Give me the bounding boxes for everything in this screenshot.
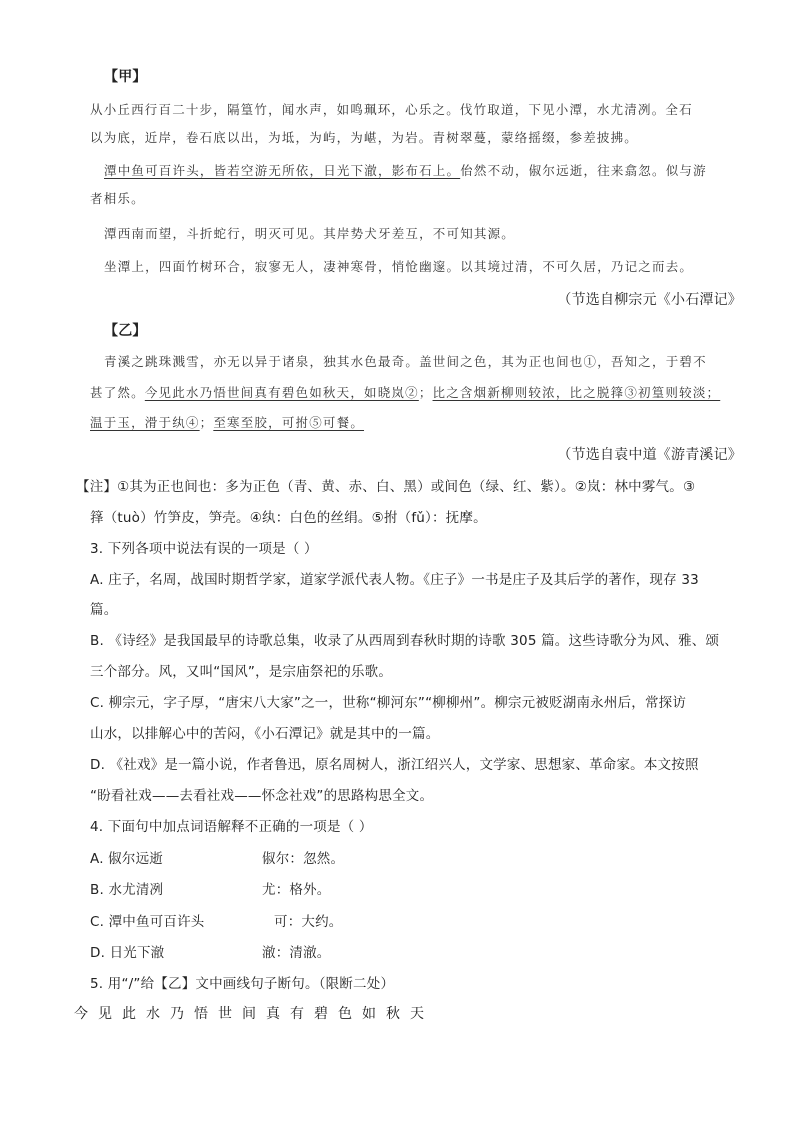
question-3-option-d-line-2: “盼看社戏——去看社戏——怀念社戏”的思路构思全文。 <box>90 788 434 804</box>
jia-paragraph-1-line-1: 从小丘西行百二十步，隔篁竹，闻水声，如鸣珮环，心乐之。伐竹取道，下见小潭，水尤清冽。全石 <box>90 102 693 117</box>
question-4-definition-c: 可：大约。 <box>274 914 343 930</box>
jia-paragraph-2-rest: 佁然不动，俶尔远逝，往来翕忽。似与游 <box>460 163 707 178</box>
yi-line-1: 青溪之跳珠溅雪，亦无以异于诸泉，独其水色最奇。盖世间之色，其为正也间也①，吾知之，于碧不 <box>104 354 707 369</box>
jia-paragraph-1-line-2: 以为底，近岸，卷石底以出，为坻，为屿，为嵁，为岩。青树翠蔓，蒙络摇缀，参差披拂。 <box>90 130 639 145</box>
question-4-option-c: C. 潭中鱼可百许头 <box>90 914 205 930</box>
yi-line-3 <box>90 413 364 431</box>
yi-underlined-part-4: 至寒至胶，可拊⑤可餐。 <box>213 415 365 430</box>
jia-source: （节选自柳宗元《小石潭记》 <box>557 292 742 308</box>
question-5-sentence: 今见此水乃悟世间真有碧色如秋天 <box>74 1006 434 1022</box>
question-3-option-b-line-1: B. 《诗经》是我国最早的诗歌总集，收录了从西周到春秋时期的诗歌 305 篇。这些诗歌分为风、雅、颂 <box>90 633 720 649</box>
yi-source: （节选自袁中道《游青溪记》 <box>557 447 742 463</box>
jia-paragraph-4: 坐潭上，四面竹树环合，寂寥无人，凄神寒骨，悄怆幽邃。以其境过清，不可久居，乃记之而去。 <box>104 259 694 274</box>
note-line-2: 箨（tuò）竹笋皮，笋壳。④纨：白色的丝绢。⑤拊（fǔ）：抚摩。 <box>90 510 487 526</box>
question-3-option-b-line-2: 三个部分。风，又叫“国风”，是宗庙祭祀的乐歌。 <box>90 664 393 680</box>
question-4-option-a: A. 俶尔远逝 <box>90 851 163 867</box>
note-line-1: 【注】①其为正也间也：多为正色（青、黄、赤、白、黑）或间色（绿、红、紫）。②岚：林中雾气。③ <box>76 479 696 495</box>
question-3-option-a-line-2: 篇。 <box>90 602 118 618</box>
section-yi-heading: 【乙】 <box>104 323 147 339</box>
jia-paragraph-2-line-1 <box>104 161 707 179</box>
yi-semicolon-1: ； <box>418 385 433 400</box>
yi-line-2 <box>90 383 720 401</box>
question-4-definition-d: 澈：清澈。 <box>262 945 331 961</box>
yi-semicolon-2: ； <box>199 415 214 430</box>
question-3-stem: 3. 下列各项中说法有误的一项是（ ） <box>90 541 318 557</box>
yi-underlined-part-1: 今见此水乃悟世间真有碧色如秋天，如晓岚② <box>144 385 419 400</box>
question-3-option-a-line-1: A. 庄子，名周，战国时期哲学家，道家学派代表人物。《庄子》一书是庄子及其后学的著作，现存 33 <box>90 572 699 588</box>
question-4-option-b: B. 水尤清冽 <box>90 882 164 898</box>
question-5-stem: 5. 用“/”给【乙】文中画线句子断句。（限断二处） <box>90 976 395 992</box>
section-jia-heading: 【甲】 <box>104 69 147 85</box>
question-3-option-d-line-1: D. 《社戏》是一篇小说，作者鲁迅，原名周树人，浙江绍兴人，文学家、思想家、革命家。本文按照 <box>90 757 699 773</box>
yi-line-2-start: 甚了然。 <box>90 385 145 400</box>
question-4-definition-b: 尤：格外。 <box>262 882 331 898</box>
yi-underlined-part-2: 比之含烟新柳则较浓，比之脱箨③初篁则较淡； <box>432 385 721 400</box>
yi-underlined-part-3: 温于玉，滑于纨④ <box>90 415 200 430</box>
jia-paragraph-2-line-2: 者相乐。 <box>90 191 145 206</box>
jia-underlined-sentence: 潭中鱼可百许头，皆若空游无所依，日光下澈，影布石上。 <box>104 163 461 178</box>
question-4-stem: 4. 下面句中加点词语解释不正确的一项是（ ） <box>90 819 373 835</box>
question-4-definition-a: 俶尔：忽然。 <box>262 851 345 867</box>
question-3-option-c-line-1: C. 柳宗元，字子厚，“唐宋八大家”之一，世称“柳河东”“柳柳州”。柳宗元被贬湖南永州后，常探访 <box>90 695 687 711</box>
jia-paragraph-3: 潭西南而望，斗折蛇行，明灭可见。其岸势犬牙差互，不可知其源。 <box>104 226 516 241</box>
question-3-option-c-line-2: 山水，以排解心中的苦闷，《小石潭记》就是其中的一篇。 <box>90 726 440 742</box>
question-4-option-d: D. 日光下澈 <box>90 945 165 961</box>
